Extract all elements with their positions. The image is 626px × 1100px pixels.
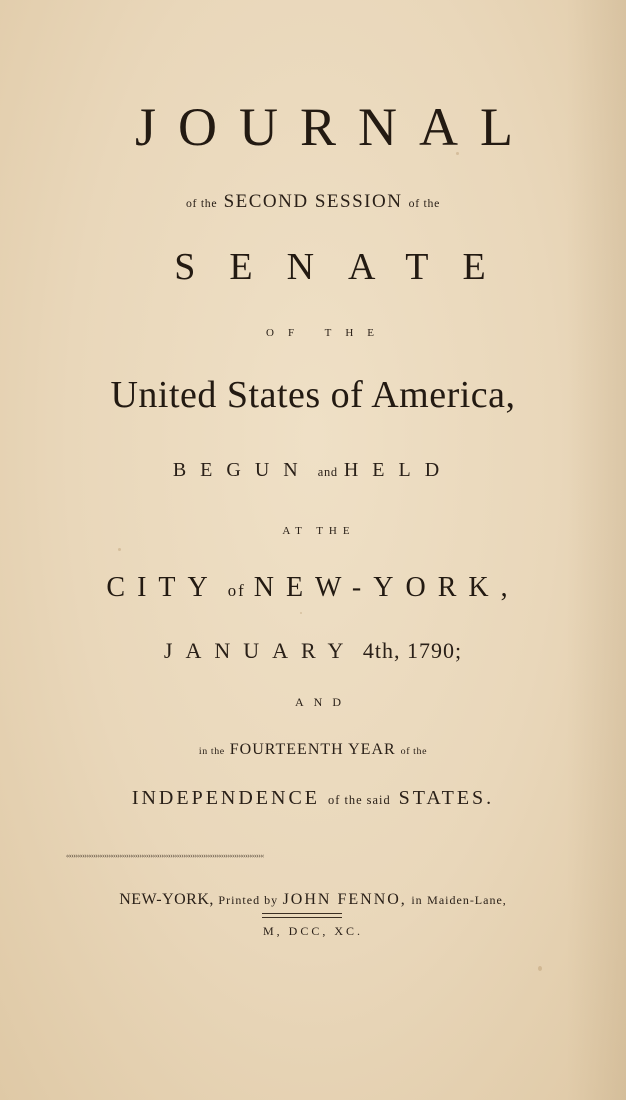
- printed-by-words: Printed by: [218, 893, 279, 907]
- month-word: JANUARY: [163, 638, 357, 663]
- begun-word: BEGUN: [172, 459, 312, 481]
- street-name: Maiden-Lane,: [427, 893, 507, 907]
- of-the-line: OF THE: [266, 327, 388, 339]
- of-the-word: of the: [400, 746, 428, 757]
- year-label-word: YEAR: [348, 741, 396, 758]
- and-word: and: [317, 465, 338, 479]
- at-the-line: AT THE: [282, 525, 356, 537]
- subtitle-of-the-2: of the: [408, 197, 441, 210]
- imprint-year: M, DCC, XC.: [262, 924, 363, 938]
- in-word: in: [411, 893, 423, 907]
- states-word: STATES.: [398, 787, 495, 809]
- imprint-line: [0, 892, 626, 908]
- fourteenth-year-line: [0, 742, 626, 758]
- of-the-said-words: of the said: [328, 793, 391, 807]
- title-journal: JOURNAL: [134, 97, 535, 157]
- day-word: 4th,: [362, 638, 401, 663]
- year-word: 1790;: [406, 638, 463, 663]
- of-word: of: [227, 581, 246, 600]
- subtitle-session-word: SESSION: [314, 191, 403, 212]
- held-word: HELD: [343, 459, 454, 481]
- foxing-spot: [538, 966, 542, 971]
- subtitle-session: [0, 192, 626, 211]
- and-line: AND: [295, 695, 351, 709]
- independence-word: INDEPENDENCE: [131, 787, 321, 809]
- subtitle-second: SECOND: [223, 191, 309, 212]
- in-the-word: in the: [198, 746, 225, 757]
- printer-double-rule: [262, 913, 342, 918]
- fourteenth-word: FOURTEENTH: [229, 741, 344, 758]
- foxing-spot: [118, 548, 121, 551]
- subtitle-of-the: of the: [185, 197, 218, 210]
- independence-line: [0, 788, 626, 808]
- new-york-word: NEW-YORK,: [253, 572, 520, 603]
- imprint-place: NEW-YORK,: [119, 891, 214, 908]
- ornamental-rule: ‹‹‹‹‹‹‹‹‹‹‹‹‹‹‹‹‹‹‹‹‹‹‹‹‹‹‹‹‹‹‹‹‹‹‹‹‹‹‹‹‹‹‹‹‹‹‹‹‹‹‹‹‹‹‹‹‹‹‹‹‹‹‹‹‹‹‹‹‹‹‹‹‹‹‹‹‹‹‹‹‹‹‹‹‹‹‹‹‹‹‹‹‹‹‹‹‹‹‹‹‹‹‹‹‹‹‹‹: [66, 852, 264, 860]
- city-word: CITY: [106, 572, 220, 603]
- title-senate: SENATE: [174, 246, 520, 288]
- begun-and-held-line: [0, 460, 626, 480]
- city-of-new-york-line: [0, 574, 626, 602]
- printer-name: JOHN FENNO,: [282, 891, 407, 908]
- foxing-spot: [300, 612, 302, 614]
- title-united-states: United States of America,: [110, 374, 516, 416]
- date-line: [0, 640, 626, 662]
